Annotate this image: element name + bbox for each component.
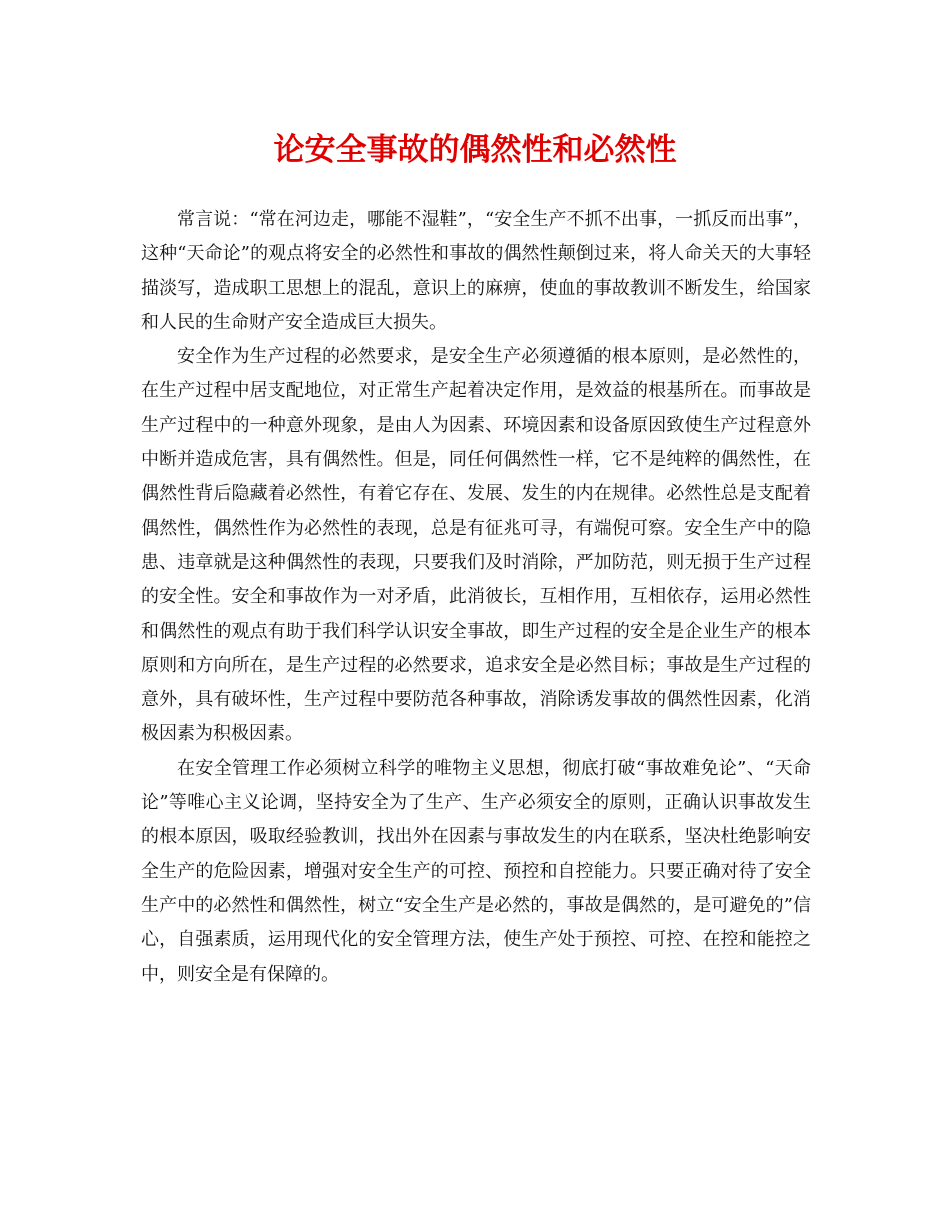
paragraph-2: 安全作为生产过程的必然要求，是安全生产必须遵循的根本原则，是必然性的，在生产过程中居支配地位，对正常生产起着决定作用，是效益的根基所在。而事故是生产过程中的一种意外现象，是由人为因素、环境因素和设备原因致使生产过程意外中断并造成危害，具有偶然性。但是，同任何偶然性一样，它不是纯粹的偶然性，在偶然性背后隐藏着必然性，有着它存在、发展、发生的内在规律。必然性总是支配着偶然性，偶然性作为必然性的表现，总是有征兆可寻，有端倪可察。安全生产中的隐患、违章就是这种偶然性的表现，只要我们及时消除，严加防范，则无损于生产过程的安全性。安全和事故作为一对矛盾，此消彼长，互相作用，互相依存，运用必然性和偶然性的观点有助于我们科学认识安全事故，即生产过程的安全是企业生产的根本原则和方向所在，是生产过程的必然要求，追求安全是必然目标；事故是生产过程的意外，具有破坏性，生产过程中要防范各种事故，消除诱发事故的偶然性因素，化消极因素为积极因素。 xyxy=(141,346,811,745)
document-title: 论安全事故的偶然性和必然性 xyxy=(273,132,677,168)
paragraph-3: 在安全管理工作必须树立科学的唯物主义思想，彻底打破“事故难免论”、“天命论”等唯心主义论调，坚持安全为了生产、生产必须安全的原则，正确认识事故发生的根本原因，吸取经验教训，找出外在因素与事故发生的内在联系，坚决杜绝影响安全生产的危险因素，增强对安全生产的可控、预控和自控能力。只要正确对待了安全生产中的必然性和偶然性，树立“安全生产是必然的，事故是偶然的，是可避免的”信心，自强素质，运用现代化的安全管理方法，使生产处于预控、可控、在控和能控之中，则安全是有保障的。 xyxy=(141,757,811,985)
document-body xyxy=(141,203,811,992)
paragraph-1: 常言说：“常在河边走，哪能不湿鞋”，“安全生产不抓不出事，一抓反而出事”，这种“天命论”的观点将安全的必然性和事故的偶然性颠倒过来，将人命关天的大事轻描淡写，造成职工思想上的混乱，意识上的麻痹，使血的事故教训不断发生，给国家和人民的生命财产安全造成巨大损失。 xyxy=(141,209,811,333)
